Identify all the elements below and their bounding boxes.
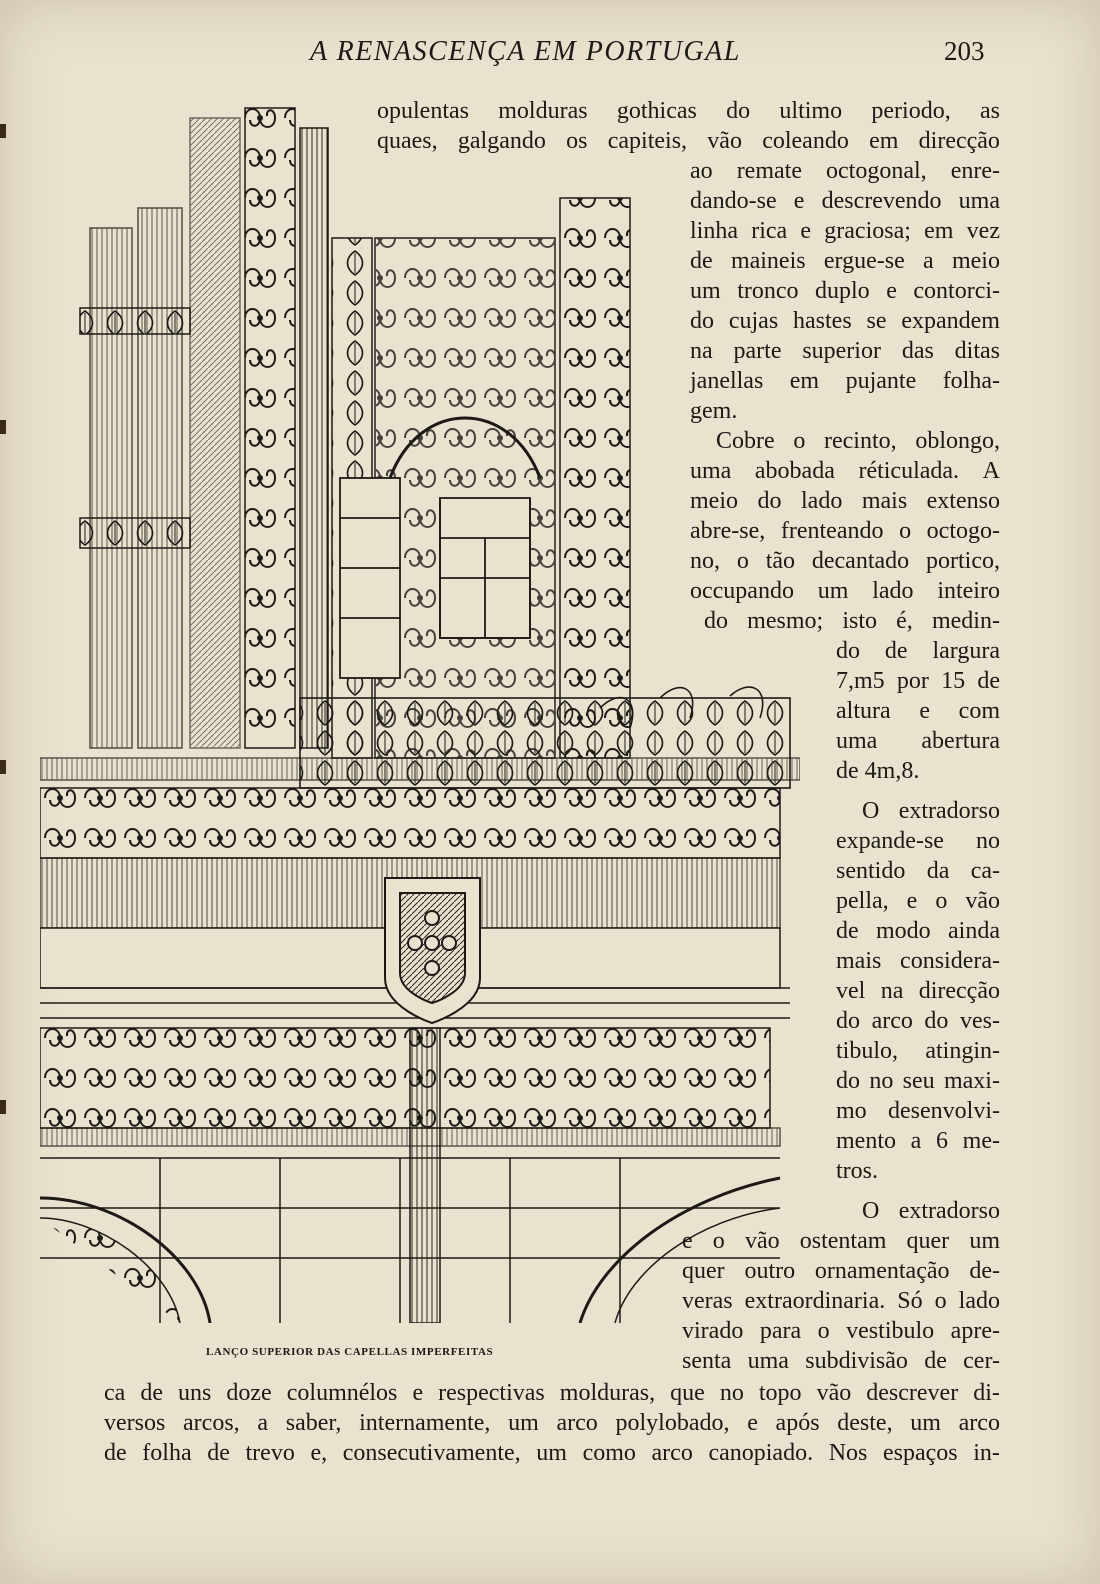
word: ca- bbox=[970, 858, 1000, 884]
word: folha bbox=[142, 1440, 192, 1466]
word: molduras, bbox=[559, 1380, 656, 1406]
word: o bbox=[736, 548, 749, 574]
word: linha bbox=[690, 218, 738, 244]
word: duplo bbox=[815, 278, 870, 304]
word: após bbox=[775, 1410, 820, 1436]
word: deste, bbox=[837, 1410, 893, 1436]
word: um bbox=[536, 1440, 567, 1466]
word: abre-se, bbox=[690, 518, 766, 544]
word: do bbox=[836, 1008, 860, 1034]
word: do bbox=[836, 1068, 860, 1094]
word: arco bbox=[958, 1410, 1000, 1436]
word: extradorso bbox=[898, 1198, 1000, 1224]
text-line bbox=[377, 126, 1000, 156]
word: no bbox=[869, 1068, 894, 1094]
word: com bbox=[958, 698, 1000, 724]
word: tibulo, bbox=[836, 1038, 899, 1064]
word: vão bbox=[816, 1380, 852, 1406]
text-line bbox=[690, 186, 1000, 216]
word: folha- bbox=[942, 368, 1000, 394]
word: di- bbox=[973, 1380, 1000, 1406]
word: do bbox=[924, 1008, 949, 1034]
word: e bbox=[682, 1228, 693, 1254]
word: arco bbox=[871, 1008, 913, 1034]
text-line bbox=[836, 856, 1000, 886]
word: arcos, bbox=[183, 1410, 240, 1436]
text-line bbox=[690, 306, 1000, 336]
word: por bbox=[896, 668, 929, 694]
word: no bbox=[976, 828, 1000, 854]
word: canopiado. bbox=[708, 1440, 814, 1466]
text-line bbox=[682, 1316, 1000, 1346]
word: de bbox=[140, 1380, 163, 1406]
word: e bbox=[800, 218, 812, 244]
word: janellas bbox=[690, 368, 764, 394]
text-line bbox=[690, 576, 1000, 606]
word: maineis bbox=[730, 248, 806, 274]
word: 4m,8. bbox=[864, 758, 920, 784]
word: internamente, bbox=[359, 1410, 491, 1436]
word: Cobre bbox=[716, 428, 775, 454]
text-line bbox=[836, 1036, 1000, 1066]
word: de bbox=[884, 638, 908, 664]
coat-of-arms bbox=[385, 878, 480, 1023]
word: A bbox=[982, 458, 1000, 484]
page-number: 203 bbox=[944, 36, 985, 66]
word: 7,m5 bbox=[836, 668, 885, 694]
word: vão bbox=[707, 128, 742, 154]
word: ultimo bbox=[779, 98, 843, 124]
word: das bbox=[901, 338, 934, 364]
word: capiteis, bbox=[607, 128, 688, 154]
word: a bbox=[910, 1128, 922, 1154]
word: quer bbox=[682, 1258, 725, 1284]
word: abertura bbox=[921, 728, 1000, 754]
word: como bbox=[582, 1440, 636, 1466]
word: decantado bbox=[811, 548, 910, 574]
word: do bbox=[704, 608, 728, 634]
word: extenso bbox=[926, 488, 1000, 514]
word: tronco bbox=[737, 278, 799, 304]
word: superior bbox=[802, 338, 881, 364]
word: no bbox=[719, 1380, 744, 1406]
word: meio bbox=[690, 488, 738, 514]
word: oblongo, bbox=[915, 428, 1000, 454]
word: senta bbox=[682, 1348, 732, 1374]
word: meio bbox=[951, 248, 1000, 274]
word: em bbox=[789, 368, 820, 394]
word: veras bbox=[682, 1288, 733, 1314]
word: seu bbox=[902, 1068, 935, 1094]
word: e bbox=[793, 188, 805, 214]
text-line bbox=[104, 1378, 1000, 1408]
text-line bbox=[690, 366, 1000, 396]
text-line bbox=[836, 826, 1000, 856]
word: e bbox=[886, 278, 897, 304]
word: na bbox=[880, 978, 904, 1004]
word: direcção bbox=[918, 978, 1000, 1004]
word: vão bbox=[965, 888, 1000, 914]
word: espaços bbox=[883, 1440, 958, 1466]
word: inteiro bbox=[937, 578, 1000, 604]
word: ergue-se bbox=[823, 248, 905, 274]
binding-mark bbox=[0, 760, 6, 774]
word: modo bbox=[876, 918, 931, 944]
word: contorci- bbox=[913, 278, 1000, 304]
text-line bbox=[862, 1196, 1000, 1226]
text-line bbox=[690, 396, 780, 426]
word: direcção bbox=[918, 128, 1000, 154]
word: descrevendo bbox=[821, 188, 942, 214]
word: de bbox=[207, 1440, 230, 1466]
word: para bbox=[759, 1318, 802, 1344]
word: atingin- bbox=[925, 1038, 1000, 1064]
text-line bbox=[836, 1006, 1000, 1036]
word: frenteando bbox=[780, 518, 884, 544]
word: extradorso bbox=[898, 798, 1000, 824]
word: extraordinaria. bbox=[744, 1288, 886, 1314]
word: as bbox=[979, 98, 1000, 124]
word: cujas bbox=[728, 308, 779, 334]
text-line bbox=[836, 1066, 1000, 1096]
word: topo bbox=[758, 1380, 802, 1406]
word: da bbox=[926, 858, 950, 884]
word: um bbox=[817, 578, 849, 604]
word: de bbox=[104, 1440, 127, 1466]
word: tão bbox=[765, 548, 796, 574]
word: largura bbox=[932, 638, 1000, 664]
text-line bbox=[836, 946, 1000, 976]
word: mento bbox=[836, 1128, 896, 1154]
word: o bbox=[934, 1288, 947, 1314]
word: uma bbox=[958, 188, 1000, 214]
word: molduras bbox=[498, 98, 588, 124]
binding-mark bbox=[0, 1100, 6, 1114]
text-line bbox=[836, 756, 960, 786]
word: trevo bbox=[245, 1440, 295, 1466]
word: ainda bbox=[948, 918, 1000, 944]
text-line bbox=[690, 336, 1000, 366]
word: é, bbox=[896, 608, 913, 634]
word: ditas bbox=[954, 338, 1000, 364]
word: descrever bbox=[866, 1380, 959, 1406]
word: de bbox=[924, 1348, 947, 1374]
word: doze bbox=[226, 1380, 272, 1406]
word: remate bbox=[736, 158, 802, 184]
running-title: A RENASCENÇA EM PORTUGAL bbox=[310, 36, 741, 67]
text-line bbox=[682, 1256, 1000, 1286]
word: lado bbox=[872, 578, 914, 604]
word: ves- bbox=[959, 1008, 1000, 1034]
text-line bbox=[690, 486, 1000, 516]
text-line bbox=[690, 546, 1000, 576]
word: pujante bbox=[845, 368, 917, 394]
word: um bbox=[969, 1228, 1000, 1254]
word: um bbox=[910, 1410, 941, 1436]
word: 15 bbox=[941, 668, 966, 694]
text-line bbox=[836, 886, 1000, 916]
word: recinto, bbox=[824, 428, 897, 454]
word: uma bbox=[690, 458, 732, 484]
word: occupando bbox=[690, 578, 794, 604]
word: vestibulo bbox=[846, 1318, 935, 1344]
word: uns bbox=[178, 1380, 212, 1406]
word: dando-se bbox=[690, 188, 777, 214]
word: sentido bbox=[836, 858, 906, 884]
word: expandem bbox=[901, 308, 1000, 334]
word: mais bbox=[836, 948, 882, 974]
word: de bbox=[690, 248, 713, 274]
word: medin- bbox=[931, 608, 1000, 634]
word: a bbox=[257, 1410, 269, 1436]
word: e bbox=[412, 1380, 424, 1406]
word: ostentam bbox=[799, 1228, 887, 1254]
word: expande-se bbox=[836, 828, 944, 854]
word: maxi- bbox=[943, 1068, 1000, 1094]
word: abobada bbox=[754, 458, 835, 484]
text-line bbox=[836, 666, 1000, 696]
word: o bbox=[935, 888, 948, 914]
text-line bbox=[690, 246, 1000, 276]
word: do bbox=[836, 638, 860, 664]
left-columns bbox=[80, 208, 190, 748]
word: do bbox=[726, 98, 751, 124]
word: versos bbox=[104, 1410, 166, 1436]
word: rica bbox=[751, 218, 788, 244]
word: e bbox=[747, 1410, 758, 1436]
word: uma bbox=[747, 1348, 789, 1374]
word: em bbox=[924, 218, 954, 244]
word: os bbox=[566, 128, 588, 154]
text-line bbox=[690, 516, 1000, 546]
word: mesmo; bbox=[747, 608, 824, 634]
word: mais bbox=[861, 488, 908, 514]
word: gem. bbox=[690, 398, 738, 424]
word: respectivas bbox=[438, 1380, 545, 1406]
word: polylobado, bbox=[615, 1410, 730, 1436]
word: que bbox=[670, 1380, 705, 1406]
word: subdivisão bbox=[805, 1348, 908, 1374]
text-line bbox=[690, 456, 1000, 486]
text-line bbox=[862, 796, 1000, 826]
word: réticulada. bbox=[858, 458, 960, 484]
word: vez bbox=[966, 218, 1000, 244]
text-line bbox=[704, 606, 1000, 636]
word: me- bbox=[962, 1128, 1000, 1154]
word: de bbox=[836, 758, 859, 784]
word: considera- bbox=[900, 948, 1000, 974]
text-line bbox=[836, 916, 1000, 946]
word: O bbox=[862, 798, 880, 824]
word: ornamentação bbox=[814, 1258, 950, 1284]
text-line bbox=[836, 976, 1000, 1006]
word: se bbox=[866, 308, 887, 334]
word: de bbox=[836, 918, 859, 944]
text-line bbox=[682, 1346, 1000, 1376]
word: o bbox=[817, 1318, 830, 1344]
word: O bbox=[862, 1198, 880, 1224]
word: in- bbox=[973, 1440, 1000, 1466]
word: em bbox=[869, 128, 899, 154]
word: isto bbox=[842, 608, 877, 634]
word: arco bbox=[556, 1410, 598, 1436]
word: lado bbox=[801, 488, 843, 514]
text-line bbox=[690, 156, 1000, 186]
word: portico, bbox=[925, 548, 1000, 574]
text-line bbox=[690, 276, 1000, 306]
text-line bbox=[377, 96, 1000, 126]
word: gothicas bbox=[616, 98, 697, 124]
word: cer- bbox=[963, 1348, 1000, 1374]
word: virado bbox=[682, 1318, 744, 1344]
word: coleando bbox=[762, 128, 849, 154]
word: galgando bbox=[457, 128, 546, 154]
word: do bbox=[690, 308, 714, 334]
word: e bbox=[906, 888, 918, 914]
word: altura bbox=[836, 698, 891, 724]
text-line bbox=[836, 1096, 1000, 1126]
word: parte bbox=[733, 338, 782, 364]
figure-caption: LANÇO SUPERIOR DAS CAPELLAS IMPERFEITAS bbox=[206, 1346, 494, 1358]
word: saber, bbox=[285, 1410, 342, 1436]
word: ca bbox=[104, 1380, 126, 1406]
word: do bbox=[757, 488, 782, 514]
word: o bbox=[712, 1228, 725, 1254]
binding-mark bbox=[0, 124, 6, 138]
word: hastes bbox=[793, 308, 852, 334]
word: vel bbox=[836, 978, 866, 1004]
word: opulentas bbox=[377, 98, 469, 124]
word: uma bbox=[836, 728, 878, 754]
text-line bbox=[690, 216, 1000, 246]
binding-mark bbox=[0, 420, 6, 434]
text-line bbox=[716, 426, 1000, 456]
word: o bbox=[899, 518, 912, 544]
word: graciosa; bbox=[824, 218, 911, 244]
word: outro bbox=[744, 1258, 796, 1284]
word: columnélos bbox=[286, 1380, 398, 1406]
text-line bbox=[836, 696, 1000, 726]
word: consecutivamente, bbox=[342, 1440, 521, 1466]
word: Só bbox=[897, 1288, 923, 1314]
text-line bbox=[682, 1226, 1000, 1256]
word: quer bbox=[906, 1228, 950, 1254]
text-line bbox=[104, 1438, 1000, 1468]
word: ao bbox=[690, 158, 713, 184]
text-line bbox=[682, 1286, 1000, 1316]
text-line bbox=[104, 1408, 1000, 1438]
word: um bbox=[690, 278, 721, 304]
word: de- bbox=[969, 1258, 1000, 1284]
word: desenvolvi- bbox=[888, 1098, 1000, 1124]
word: arco bbox=[651, 1440, 693, 1466]
text-line bbox=[836, 1156, 920, 1186]
word: tros. bbox=[836, 1158, 878, 1184]
word: a bbox=[923, 248, 934, 274]
word: de bbox=[977, 668, 1000, 694]
word: vão bbox=[744, 1228, 780, 1254]
word: quaes, bbox=[377, 128, 438, 154]
word: mo bbox=[836, 1098, 867, 1124]
word: periodo, bbox=[871, 98, 951, 124]
word: no, bbox=[690, 548, 720, 574]
engraving-illustration bbox=[40, 98, 800, 1323]
text-line bbox=[836, 1126, 1000, 1156]
word: na bbox=[690, 338, 713, 364]
word: apre- bbox=[950, 1318, 1000, 1344]
text-line bbox=[836, 726, 1000, 756]
word: octogo- bbox=[926, 518, 1000, 544]
word: pella, bbox=[836, 888, 889, 914]
word: o bbox=[793, 428, 806, 454]
word: e, bbox=[310, 1440, 328, 1466]
word: 6 bbox=[936, 1128, 948, 1154]
word: enre- bbox=[950, 158, 1000, 184]
word: lado bbox=[958, 1288, 1000, 1314]
word: um bbox=[508, 1410, 539, 1436]
text-line bbox=[836, 636, 1000, 666]
word: octogonal, bbox=[826, 158, 927, 184]
word: e bbox=[919, 698, 930, 724]
word: Nos bbox=[828, 1440, 868, 1466]
